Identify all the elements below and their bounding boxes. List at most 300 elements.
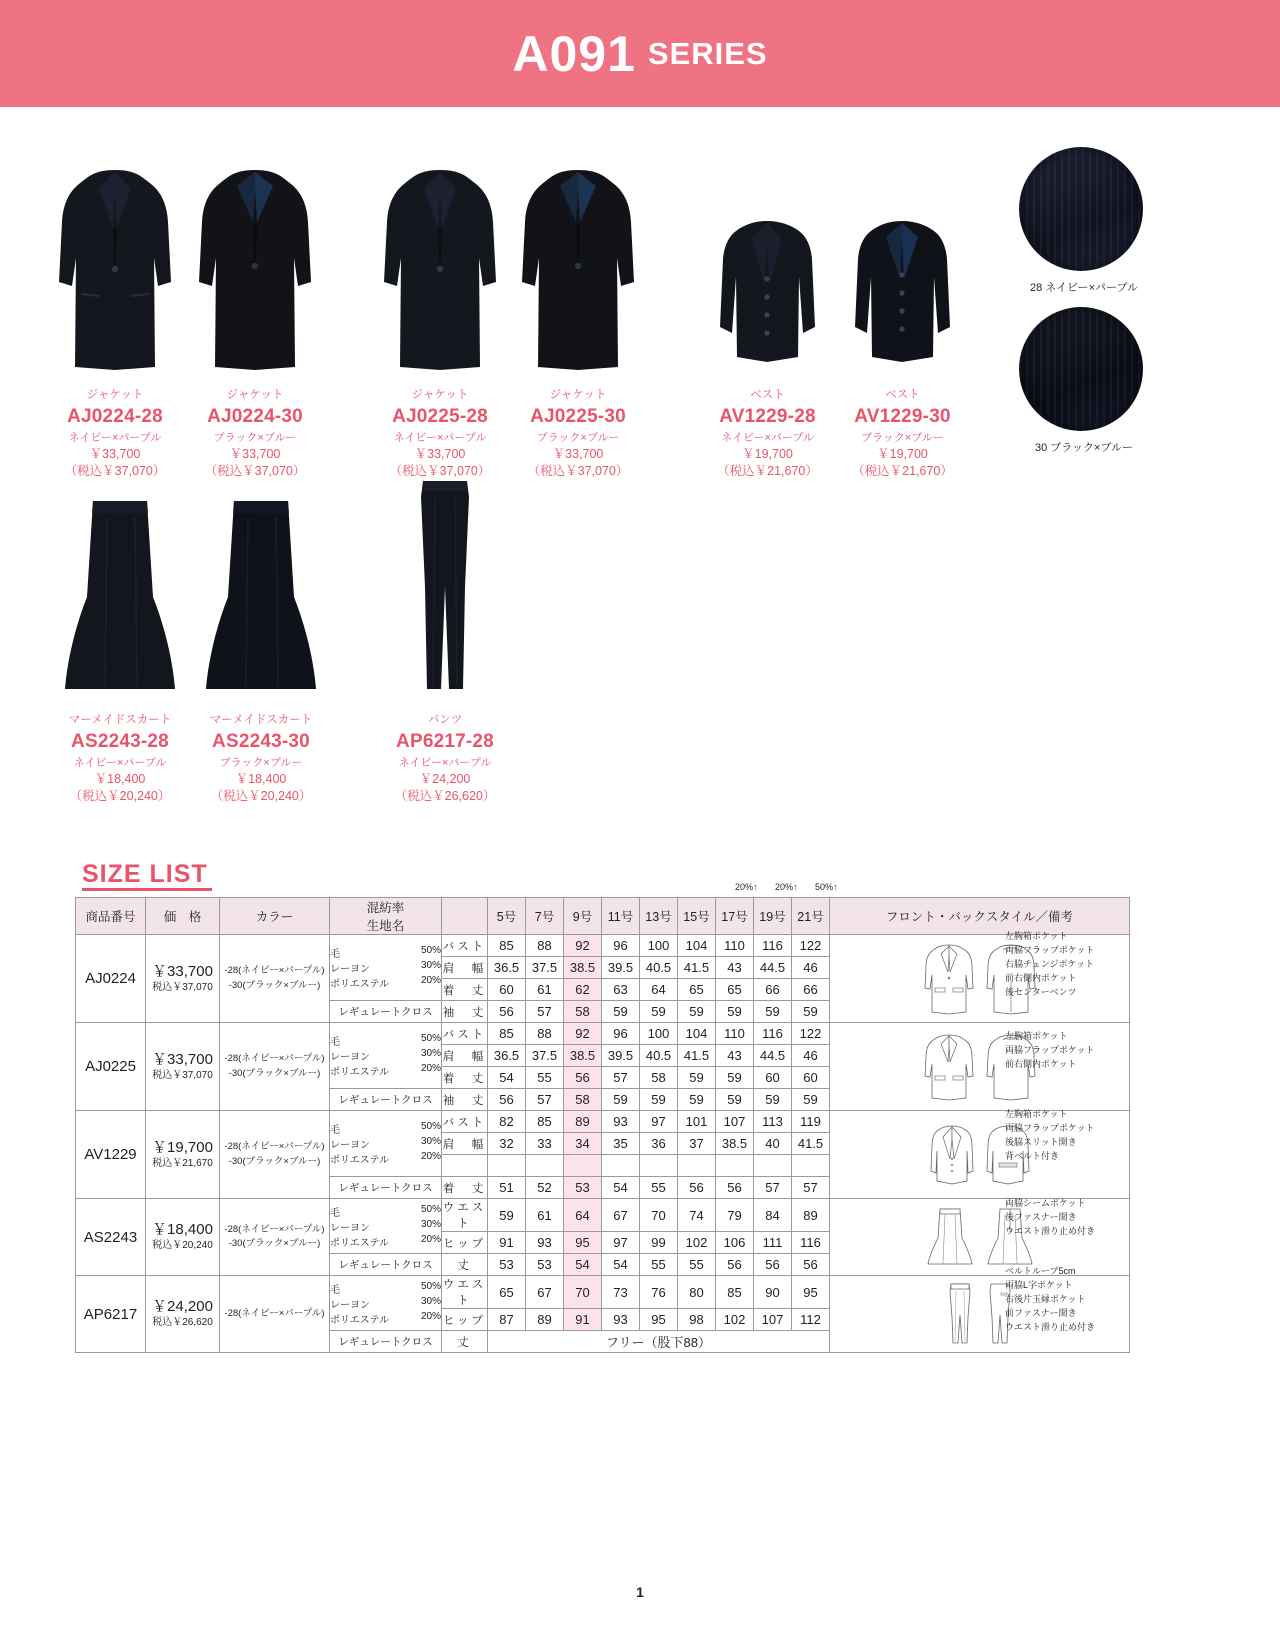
blend-pct: 50% — [420, 1203, 441, 1215]
fabric-name: レギュレートクロス — [338, 1182, 433, 1194]
price-value: ￥24,200 — [152, 1298, 213, 1316]
measure-value: 116 — [792, 1232, 830, 1254]
measure-label: 丈 — [442, 1331, 488, 1353]
product-caption — [380, 388, 500, 480]
product-caption — [196, 713, 326, 805]
measure-value: 96 — [602, 935, 640, 957]
th-blend-line2: 生地名 — [366, 919, 405, 933]
measure-value: 54 — [602, 1177, 640, 1199]
pct-note: 20%↑ — [775, 882, 798, 892]
blend-name: ポリエステル — [330, 1155, 390, 1166]
measure-value: 110 — [716, 935, 754, 957]
product-photo-skirt — [55, 497, 185, 707]
jacket-illustration — [55, 162, 175, 377]
color-option: -28(ネイビー×パープル) — [224, 1053, 325, 1065]
notes-AJ0224 — [1005, 930, 1130, 1000]
product-type: マーメイドスカート — [209, 714, 313, 726]
series-code: A091 — [512, 25, 636, 82]
row-code: AJ0224 — [76, 935, 146, 1023]
measure-value: 35 — [602, 1133, 640, 1155]
swatch-navy-purple — [1019, 147, 1143, 271]
measure-value: 106 — [716, 1232, 754, 1254]
vest-front-line-icon — [929, 1123, 975, 1187]
jacket-illustration — [380, 162, 500, 377]
blend-name: 毛 — [330, 1037, 340, 1048]
product-caption — [195, 388, 315, 480]
measure-value: 40 — [754, 1133, 792, 1155]
product-code: AP6217-28 — [396, 730, 494, 752]
measure-value: 53 — [488, 1254, 526, 1276]
product-code: AJ0224-30 — [207, 405, 303, 427]
measure-value: 56 — [716, 1177, 754, 1199]
measure-value: 55 — [526, 1067, 564, 1089]
measure-value: 43 — [716, 1045, 754, 1067]
product-tax-price: （税込￥37,070） — [64, 463, 166, 478]
measure-value: 57 — [754, 1177, 792, 1199]
measure-label — [442, 1155, 488, 1177]
fabric-name: レギュレートクロス — [338, 1006, 433, 1018]
th-size-11: 11号 — [602, 898, 640, 935]
measure-value: 70 — [640, 1199, 678, 1232]
product-caption — [55, 713, 185, 805]
th-size-7: 7号 — [526, 898, 564, 935]
product-card[interactable] — [710, 162, 825, 480]
th-color: カラー — [220, 898, 330, 935]
pct-note: 20%↑ — [735, 882, 758, 892]
measure-value: 59 — [678, 1089, 716, 1111]
product-color: ブラック×ブルー — [213, 432, 297, 445]
measure-value: 91 — [564, 1309, 602, 1331]
measure-value: 61 — [526, 979, 564, 1001]
product-card[interactable] — [518, 162, 638, 480]
row-fabric — [330, 1089, 442, 1111]
measure-value: 55 — [678, 1254, 716, 1276]
note-line: 前ファスナー開き — [1005, 1307, 1077, 1318]
product-color: ブラック×ブルー — [861, 432, 944, 445]
product-card[interactable] — [196, 497, 326, 805]
note-line: 両脇シームポケット — [1005, 1198, 1086, 1208]
note-line: 左胸箱ポケット — [1005, 931, 1068, 941]
jacket-illustration — [518, 162, 638, 377]
blend-name: ポリエステル — [330, 1237, 390, 1249]
measure-value: 93 — [602, 1309, 640, 1331]
product-color: ネイビー×パープル — [68, 432, 162, 445]
color-option: -30(ブラック×ブルー) — [228, 979, 321, 991]
th-size-5: 5号 — [488, 898, 526, 935]
blend-name: レーヨン — [330, 1052, 370, 1063]
measure-value: 59 — [602, 1001, 640, 1023]
measure-value: 57 — [526, 1089, 564, 1111]
measure-value: 36.5 — [488, 957, 526, 979]
measure-value: 57 — [792, 1177, 830, 1199]
note-line: 両脇フラップポケット — [1005, 1122, 1095, 1133]
measure-label: バスト — [442, 1111, 488, 1133]
product-photo-jacket — [195, 162, 315, 382]
measure-label: ヒップ — [442, 1309, 488, 1331]
measure-value: 37 — [678, 1133, 716, 1155]
product-code: AJ0225-30 — [530, 405, 626, 427]
measure-value: 88 — [526, 1023, 564, 1045]
blend-name: レーヨン — [330, 1299, 370, 1311]
page-header — [0, 0, 1280, 107]
measure-value — [792, 1155, 830, 1177]
measure-value: 58 — [564, 1089, 602, 1111]
measure-value: 32 — [488, 1133, 526, 1155]
blend-name: 毛 — [330, 1207, 340, 1219]
measure-value: 101 — [678, 1111, 716, 1133]
product-caption — [55, 388, 175, 480]
measure-value: 37.5 — [526, 1045, 564, 1067]
measure-value — [602, 1155, 640, 1177]
fabric-swatch — [1019, 147, 1149, 295]
measure-value — [754, 1155, 792, 1177]
blend-name: ポリエステル — [330, 1067, 390, 1078]
measure-value: 116 — [754, 935, 792, 957]
product-code: AS2243-30 — [212, 730, 310, 752]
measure-value: 82 — [488, 1111, 526, 1133]
skirt-front-line-icon — [925, 1206, 975, 1268]
th-style: フロント・バックスタイル／備考 — [830, 898, 1130, 935]
measure-value: 79 — [716, 1199, 754, 1232]
product-caption — [710, 388, 825, 480]
price-value: ￥33,700 — [152, 962, 213, 980]
blend-pct: 20% — [420, 1063, 441, 1074]
color-option: -28(ネイビー×パープル) — [224, 1141, 325, 1153]
color-option: -30(ブラック×ブルー) — [228, 1067, 321, 1079]
note-line: 左胸箱ポケット — [1005, 1109, 1068, 1119]
product-photo-skirt — [196, 497, 326, 707]
product-caption — [385, 713, 505, 805]
measure-value: 85 — [716, 1276, 754, 1309]
measure-value: 76 — [640, 1276, 678, 1309]
measure-value: 61 — [526, 1199, 564, 1232]
row-colors — [220, 1023, 330, 1111]
pants-front-line-icon — [945, 1281, 975, 1347]
measure-value: 56 — [488, 1001, 526, 1023]
blend-pct: 20% — [420, 1233, 441, 1245]
note-line: ウエスト滑り止め付き — [1005, 1321, 1096, 1332]
blend-pct: 30% — [420, 1218, 441, 1230]
price-tax: 税込￥37,070 — [152, 981, 213, 993]
measure-value: 44.5 — [754, 957, 792, 979]
measure-value: 36.5 — [488, 1045, 526, 1067]
row-code: AP6217 — [76, 1276, 146, 1353]
measure-value: 88 — [526, 935, 564, 957]
color-option: -30(ブラック×ブルー) — [228, 1155, 321, 1167]
measure-value: 59 — [602, 1089, 640, 1111]
product-photo-jacket — [55, 162, 175, 382]
row-fabric — [330, 1001, 442, 1023]
product-type: ジャケット — [86, 389, 144, 401]
product-tax-price: （税込￥20,240） — [210, 788, 312, 803]
measure-value: 92 — [564, 935, 602, 957]
th-price: 価 格 — [146, 898, 220, 935]
blend-pct: 50% — [420, 945, 441, 956]
blend-pct: 20% — [420, 1151, 441, 1162]
measure-value: 90 — [754, 1276, 792, 1309]
measure-value: 44.5 — [754, 1045, 792, 1067]
measure-value: 37.5 — [526, 957, 564, 979]
product-card[interactable] — [845, 162, 960, 480]
product-color: ブラック×ブルー — [219, 757, 303, 770]
measure-value: 59 — [716, 1001, 754, 1023]
measure-value: 54 — [602, 1254, 640, 1276]
product-card[interactable] — [195, 162, 315, 480]
product-tax-price: （税込￥26,620） — [394, 788, 496, 803]
row-blend — [330, 1276, 442, 1331]
swatch-black-blue — [1019, 307, 1143, 431]
table-row — [76, 1276, 1130, 1309]
product-type: ジャケット — [226, 389, 284, 401]
note-line: 両脇フラップポケット — [1005, 944, 1095, 955]
th-blend-line1: 混紡率 — [366, 901, 405, 915]
product-code: AS2243-28 — [71, 730, 169, 752]
measure-value: 38.5 — [564, 1045, 602, 1067]
product-color: ネイビー×パープル — [398, 757, 492, 770]
measure-value: 59 — [754, 1001, 792, 1023]
swatch-label: 28 ネイビー×パープル — [1029, 282, 1139, 294]
row-blend — [330, 1111, 442, 1177]
product-card[interactable] — [55, 162, 175, 480]
measure-value: 59 — [678, 1001, 716, 1023]
product-color: ブラック×ブルー — [536, 432, 620, 445]
measure-value: 99 — [640, 1232, 678, 1254]
row-price — [146, 1276, 220, 1353]
measure-value: 40.5 — [640, 1045, 678, 1067]
vest-illustration — [710, 217, 825, 377]
measure-label: ウエスト — [442, 1199, 488, 1232]
row-blend — [330, 1199, 442, 1254]
measure-value: 55 — [640, 1254, 678, 1276]
measure-value: 110 — [716, 1023, 754, 1045]
measure-label: 肩 幅 — [442, 957, 488, 979]
jacket-illustration — [195, 162, 315, 377]
measure-value: 56 — [678, 1177, 716, 1199]
color-option: -28(ネイビー×パープル) — [224, 1223, 325, 1235]
blend-name: ポリエステル — [330, 979, 390, 990]
product-card[interactable] — [380, 162, 500, 480]
measure-value: 54 — [564, 1254, 602, 1276]
measure-value: 111 — [754, 1232, 792, 1254]
measure-value: 59 — [792, 1001, 830, 1023]
product-type: マーメイドスカート — [68, 714, 172, 726]
product-type: ジャケット — [549, 389, 607, 401]
measure-value: 43 — [716, 957, 754, 979]
row-price — [146, 935, 220, 1023]
row-blend — [330, 1023, 442, 1089]
measure-value: 57 — [526, 1001, 564, 1023]
measure-value: 41.5 — [678, 957, 716, 979]
color-option: -28(ネイビー×パープル) — [224, 1307, 325, 1319]
price-tax: 税込￥21,670 — [152, 1157, 213, 1169]
measure-value: 93 — [526, 1232, 564, 1254]
measure-value: 55 — [640, 1177, 678, 1199]
notes-AV1229 — [1005, 1108, 1130, 1164]
measure-value: 95 — [640, 1309, 678, 1331]
product-photo-vest — [710, 162, 825, 382]
product-price: ￥33,700 — [552, 447, 604, 461]
measure-label: 袖 丈 — [442, 1089, 488, 1111]
measure-value: 38.5 — [564, 957, 602, 979]
product-card[interactable] — [55, 497, 185, 805]
size-list-table — [75, 897, 1130, 1353]
measure-value: 89 — [526, 1309, 564, 1331]
measure-value: 64 — [564, 1199, 602, 1232]
price-value: ￥18,400 — [152, 1221, 213, 1239]
product-tax-price: （税込￥37,070） — [204, 463, 306, 478]
measure-value: 62 — [564, 979, 602, 1001]
blend-name: ポリエステル — [330, 1314, 390, 1326]
measure-value: 53 — [564, 1177, 602, 1199]
measure-value — [716, 1155, 754, 1177]
measure-value: 41.5 — [792, 1133, 830, 1155]
product-type: ジャケット — [411, 389, 469, 401]
measure-value: 85 — [488, 1023, 526, 1045]
note-line: 右後片玉縁ポケット — [1005, 1293, 1086, 1304]
measure-value: 95 — [792, 1276, 830, 1309]
fabric-swatch — [1019, 307, 1149, 455]
measure-value: 59 — [488, 1199, 526, 1232]
note-line: 両脇フラップポケット — [1005, 1044, 1095, 1055]
measure-label: 肩 幅 — [442, 1133, 488, 1155]
measure-value: 59 — [792, 1089, 830, 1111]
product-card[interactable] — [385, 477, 505, 805]
row-colors — [220, 1111, 330, 1199]
measure-label: バスト — [442, 935, 488, 957]
measure-value: 98 — [678, 1309, 716, 1331]
product-price: ￥33,700 — [414, 447, 466, 461]
price-value: ￥33,700 — [152, 1050, 213, 1068]
measure-value: 102 — [716, 1309, 754, 1331]
product-tax-price: （税込￥37,070） — [527, 463, 629, 478]
measure-value: 89 — [792, 1199, 830, 1232]
measure-value: 40.5 — [640, 957, 678, 979]
measure-value: 58 — [640, 1067, 678, 1089]
measure-value: 97 — [640, 1111, 678, 1133]
note-line: 左胸箱ポケット — [1005, 1031, 1068, 1041]
note-line: 右脇チェンジポケット — [1005, 958, 1095, 969]
product-type: パンツ — [427, 714, 463, 726]
measure-value: 39.5 — [602, 1045, 640, 1067]
notes-AJ0225 — [1005, 1030, 1130, 1072]
measure-value: 60 — [488, 979, 526, 1001]
measure-value: 36 — [640, 1133, 678, 1155]
th-blend — [330, 898, 442, 935]
blend-pct: 50% — [420, 1033, 441, 1044]
product-price: ￥24,200 — [419, 772, 471, 786]
blend-name: 毛 — [330, 1284, 340, 1296]
measure-label: 着 丈 — [442, 1177, 488, 1199]
measure-value: 74 — [678, 1199, 716, 1232]
size-list-title: SIZE LIST — [82, 860, 208, 888]
measure-value: 51 — [488, 1177, 526, 1199]
measure-value: 56 — [564, 1067, 602, 1089]
jacket-front-line-icon — [923, 1032, 975, 1102]
measure-value: 66 — [792, 979, 830, 1001]
blend-pct: 20% — [420, 1310, 441, 1322]
measure-value: 59 — [754, 1089, 792, 1111]
measure-value: 104 — [678, 1023, 716, 1045]
row-colors — [220, 935, 330, 1023]
measure-value: 65 — [488, 1276, 526, 1309]
measure-value: 93 — [602, 1111, 640, 1133]
measure-value: 96 — [602, 1023, 640, 1045]
price-value: ￥19,700 — [152, 1138, 213, 1156]
blend-name: 毛 — [330, 1125, 340, 1136]
price-tax: 税込￥37,070 — [152, 1069, 213, 1081]
product-color: ネイビー×パープル — [721, 432, 814, 445]
product-code: AV1229-30 — [854, 405, 951, 427]
product-type: ベスト — [885, 389, 920, 401]
measure-value: 56 — [792, 1254, 830, 1276]
blend-pct: 30% — [420, 1295, 441, 1307]
price-tax: 税込￥20,240 — [152, 1240, 213, 1252]
product-code: AJ0224-28 — [67, 405, 163, 427]
measure-value: 91 — [488, 1232, 526, 1254]
series-word: SERIES — [647, 35, 768, 71]
table-row — [76, 1199, 1130, 1232]
notes-AP6217 — [1005, 1265, 1130, 1335]
measure-value: 116 — [754, 1023, 792, 1045]
th-size-21: 21号 — [792, 898, 830, 935]
measure-value — [678, 1155, 716, 1177]
measure-value: 104 — [678, 935, 716, 957]
row-code: AS2243 — [76, 1199, 146, 1276]
product-color: ネイビー×パープル — [73, 757, 167, 770]
row-colors — [220, 1276, 330, 1353]
product-photo-vest — [845, 162, 960, 382]
vest-illustration — [845, 217, 960, 377]
measure-value: 67 — [602, 1199, 640, 1232]
measure-value: 65 — [678, 979, 716, 1001]
th-size-17: 17号 — [716, 898, 754, 935]
row-price — [146, 1111, 220, 1199]
measure-value: 89 — [564, 1111, 602, 1133]
table-row — [76, 935, 1130, 957]
note-line: ウエスト滑り止め付き — [1005, 1225, 1096, 1236]
note-line: 後脇スリット開き — [1005, 1136, 1077, 1147]
measure-label: バスト — [442, 1023, 488, 1045]
measure-value: 56 — [754, 1254, 792, 1276]
product-photo-pants — [385, 477, 505, 707]
product-price: ￥33,700 — [229, 447, 281, 461]
measure-value: 87 — [488, 1309, 526, 1331]
measure-value: 53 — [526, 1254, 564, 1276]
measure-value: 80 — [678, 1276, 716, 1309]
price-tax: 税込￥26,620 — [152, 1317, 213, 1329]
fabric-name: レギュレートクロス — [338, 1336, 433, 1348]
measure-value: 58 — [564, 1001, 602, 1023]
measure-label: 着 丈 — [442, 979, 488, 1001]
measure-value: 46 — [792, 957, 830, 979]
th-size-19: 19号 — [754, 898, 792, 935]
blend-pct: 30% — [420, 1048, 441, 1059]
measure-value: 85 — [526, 1111, 564, 1133]
measure-label: 丈 — [442, 1254, 488, 1276]
measure-value: 59 — [716, 1067, 754, 1089]
product-tax-price: （税込￥20,240） — [69, 788, 171, 803]
measure-label: 袖 丈 — [442, 1001, 488, 1023]
pants-illustration — [385, 477, 505, 702]
product-code: AJ0225-28 — [392, 405, 488, 427]
product-color: ネイビー×パープル — [393, 432, 487, 445]
blend-name: 毛 — [330, 949, 340, 960]
note-line: 後センターベンツ — [1005, 986, 1077, 997]
note-line: 前右側内ポケット — [1005, 1058, 1077, 1069]
measure-value: 97 — [602, 1232, 640, 1254]
fabric-name: レギュレートクロス — [338, 1094, 433, 1106]
measure-value: 59 — [640, 1089, 678, 1111]
